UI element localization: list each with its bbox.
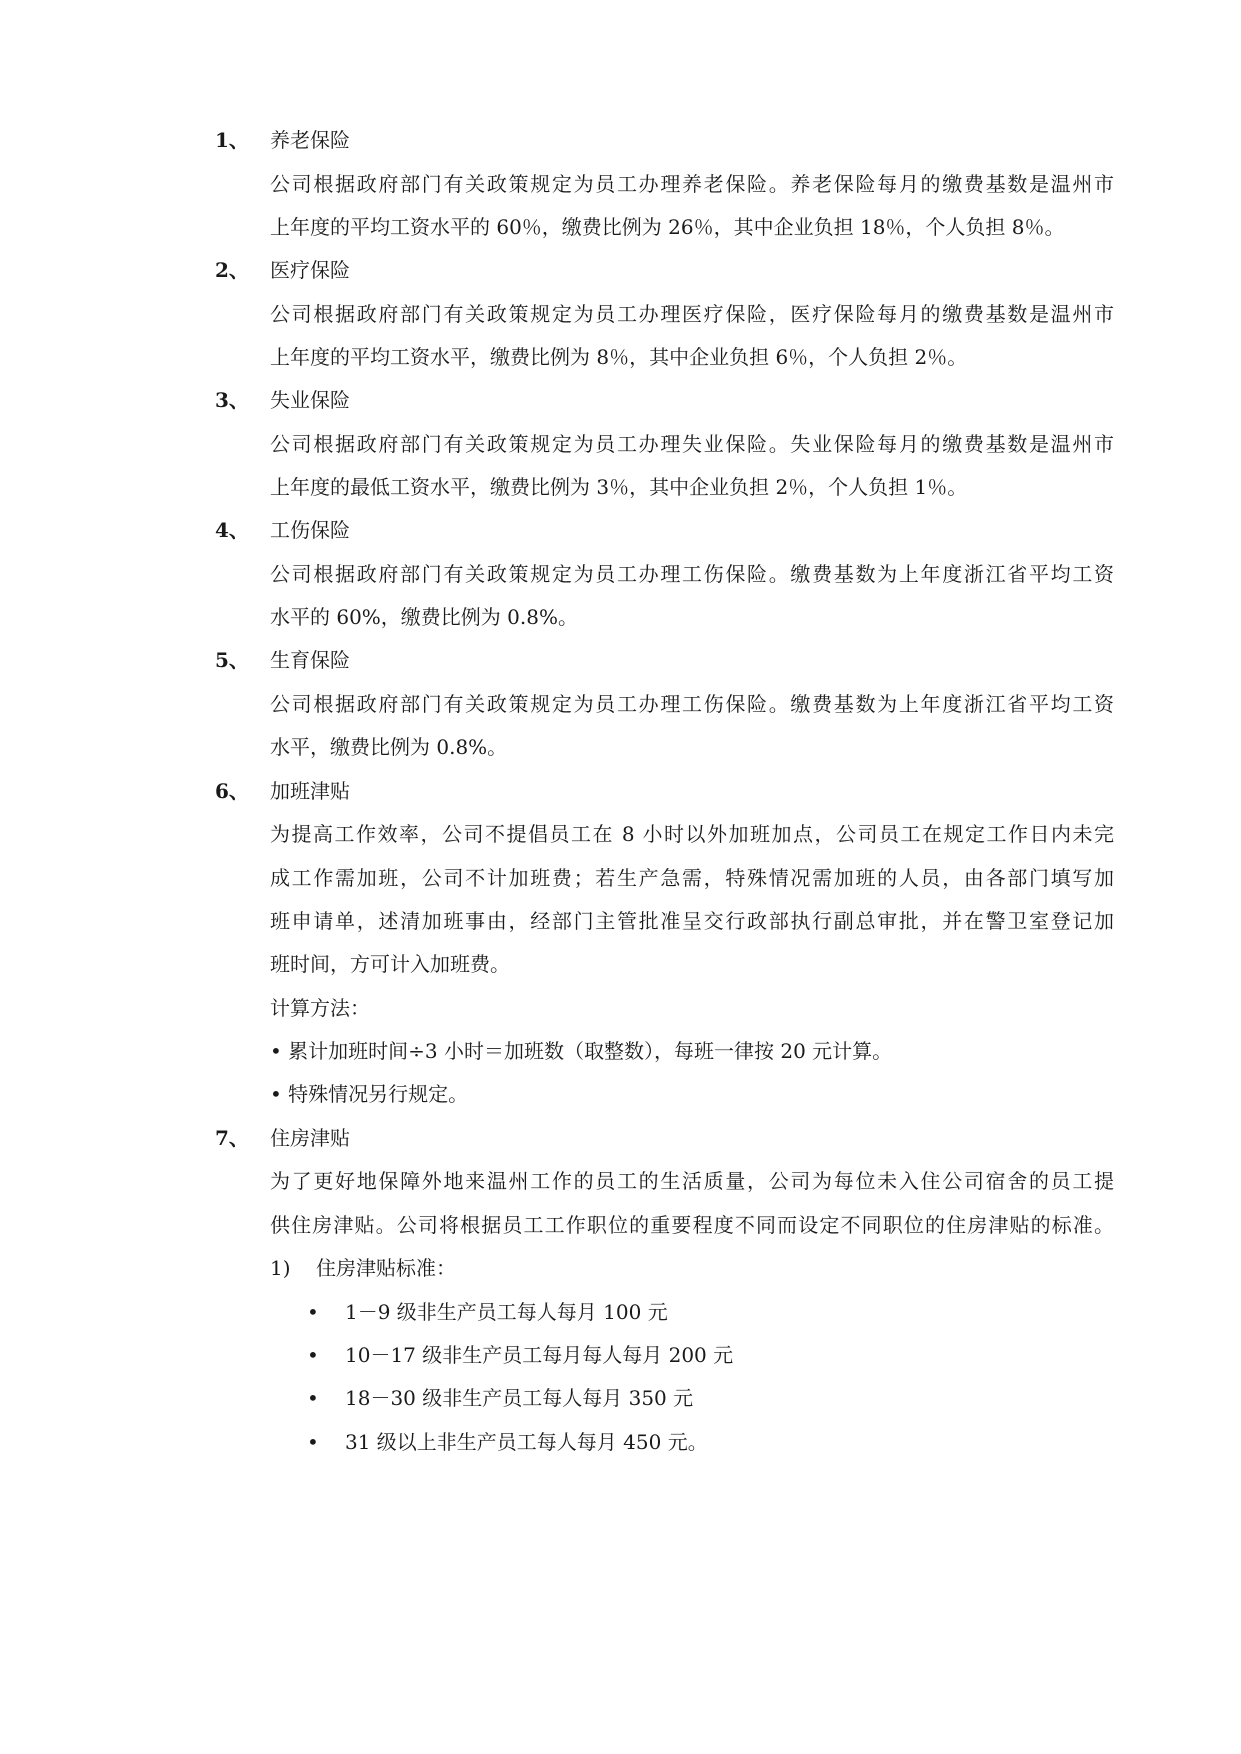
section-title: 医疗保险 bbox=[270, 258, 350, 282]
bullet-text: 特殊情况另行规定。 bbox=[288, 1082, 469, 1106]
paragraph-line: 公司根据政府部门有关政策规定为员工办理养老保险。养老保险每月的缴费基数是温州市 bbox=[270, 172, 1114, 196]
paragraph-line: 上年度的最低工资水平，缴费比例为 3％，其中企业负担 2％，个人负担 1％。 bbox=[270, 475, 968, 499]
bullet-dot: • bbox=[270, 1082, 282, 1106]
bullet-item bbox=[270, 1084, 468, 1104]
paragraph-line: 水平的 60%，缴费比例为 0.8%。 bbox=[270, 605, 578, 629]
standard-item: 31 级以上非生产员工每人每月 450 元。 bbox=[345, 1430, 708, 1454]
section-number: 5、 bbox=[215, 648, 249, 672]
section-number: 6、 bbox=[215, 779, 249, 803]
section-number: 3、 bbox=[215, 388, 249, 412]
paragraph-line: 班申请单，述清加班事由，经部门主管批准呈交行政部执行副总审批，并在警卫室登记加 bbox=[270, 909, 1114, 933]
paragraph-line: 为了更好地保障外地来温州工作的员工的生活质量，公司为每位未入住公司宿舍的员工提 bbox=[270, 1169, 1114, 1193]
paragraph-line: 班时间，方可计入加班费。 bbox=[270, 952, 510, 976]
paragraph-line: 上年度的平均工资水平，缴费比例为 8％，其中企业负担 6％，个人负担 2％。 bbox=[270, 345, 968, 369]
paragraph-line: 公司根据政府部门有关政策规定为员工办理医疗保险，医疗保险每月的缴费基数是温州市 bbox=[270, 302, 1114, 326]
bullet-item bbox=[270, 1041, 892, 1061]
subsection-title: 住房津贴标准： bbox=[315, 1256, 456, 1280]
paragraph-line: 公司根据政府部门有关政策规定为员工办理失业保险。失业保险每月的缴费基数是温州市 bbox=[270, 432, 1114, 456]
paragraph-line: 成工作需加班，公司不计加班费；若生产急需，特殊情况需加班的人员，由各部门填写加 bbox=[270, 866, 1114, 890]
section-title: 养老保险 bbox=[270, 128, 350, 152]
bullet-dot: • bbox=[307, 1430, 319, 1454]
bullet-dot: • bbox=[270, 1039, 282, 1063]
bullet-dot: • bbox=[307, 1300, 319, 1324]
standard-item: 18－30 级非生产员工每人每月 350 元 bbox=[345, 1386, 694, 1410]
section-title: 工伤保险 bbox=[270, 518, 350, 542]
section-title: 失业保险 bbox=[270, 388, 350, 412]
section-title: 生育保险 bbox=[270, 648, 350, 672]
section-number: 7、 bbox=[215, 1126, 249, 1150]
section-number: 4、 bbox=[215, 518, 249, 542]
standard-item: 1－9 级非生产员工每人每月 100 元 bbox=[345, 1300, 668, 1324]
paragraph-line: 公司根据政府部门有关政策规定为员工办理工伤保险。缴费基数为上年度浙江省平均工资 bbox=[270, 562, 1114, 586]
section-title: 加班津贴 bbox=[270, 779, 350, 803]
bullet-text: 累计加班时间÷3 小时＝加班数（取整数），每班一律按 20 元计算。 bbox=[288, 1039, 893, 1063]
standard-item: 10－17 级非生产员工每月每人每月 200 元 bbox=[345, 1343, 734, 1367]
bullet-dot: • bbox=[307, 1343, 319, 1367]
paragraph-line: 供住房津贴。公司将根据员工工作职位的重要程度不同而设定不同职位的住房津贴的标准。 bbox=[270, 1213, 1114, 1237]
subsection-number: 1) bbox=[270, 1256, 291, 1280]
subsection-heading bbox=[270, 1258, 456, 1278]
bullet-dot: • bbox=[307, 1386, 319, 1410]
section-title: 住房津贴 bbox=[270, 1126, 350, 1150]
section-number: 2、 bbox=[215, 258, 249, 282]
paragraph-line: 水平，缴费比例为 0.8%。 bbox=[270, 735, 508, 759]
paragraph-line: 上年度的平均工资水平的 60％，缴费比例为 26％，其中企业负担 18％，个人负担 8％。 bbox=[270, 215, 1065, 239]
paragraph-line: 为提高工作效率，公司不提倡员工在 8 小时以外加班加点，公司员工在规定工作日内未完 bbox=[270, 822, 1114, 846]
section-number: 1、 bbox=[215, 128, 249, 152]
calc-label: 计算方法： bbox=[270, 996, 370, 1020]
paragraph-line: 公司根据政府部门有关政策规定为员工办理工伤保险。缴费基数为上年度浙江省平均工资 bbox=[270, 692, 1114, 716]
